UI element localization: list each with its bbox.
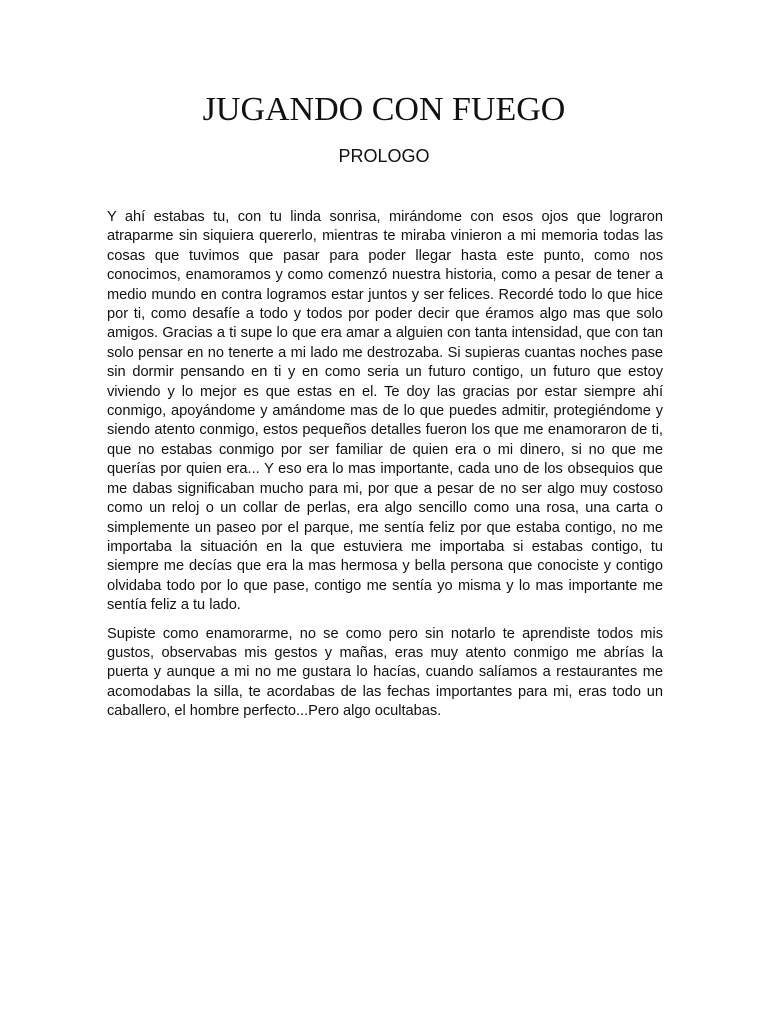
paragraph: Supiste como enamorarme, no se como pero sin notarlo te aprendiste todos mis gustos, observabas mis gestos y mañas, eras muy atento conmigo me abrías la puerta y aunque a mi no me gustara lo hacías, cuando salíamos a restaurantes me acomodabas la silla, te acordabas de las fechas importantes para mi, eras todo un caballero, el hombre perfecto...Pero algo ocultabas. [107, 625, 663, 720]
document-title: JUGANDO CON FUEGO [202, 91, 566, 128]
document-subtitle: PROLOGO [338, 146, 430, 166]
document-body [107, 208, 663, 731]
paragraph: Y ahí estabas tu, con tu linda sonrisa, mirándome con esos ojos que lograron atraparme sin siquiera quererlo, mientras te miraba vinieron a mi memoria todas las cosas que tuvimos que pasar para poder llegar hasta este punto, como nos conocimos, enamoramos y como comenzó nuestra historia, como a pesar de tener a medio mundo en contra logramos estar juntos y ser felices. Recordé todo lo que hice por ti, como desafíe a todo y todos por poder decir que éramos algo mas que solo amigos. Gracias a ti supe lo que era amar a alguien con tanta intensidad, que con tan solo pensar en no tenerte a mi lado me destrozaba. Si supieras cuantas noches pase sin dormir pensando en ti y en como seria un futuro contigo, un futuro que estoy viviendo y lo mejor es que estas en el. Te doy las gracias por estar siempre ahí conmigo, apoyándome y amándome mas de lo que puedes admitir, protegiéndome y siendo atento conmigo, estos pequeños detalles fueron los que me enamoraron de ti, que no estabas conmigo por ser familiar de quien era o mi dinero, si no que me querías por quien era... Y eso era lo mas importante, cada uno de los obsequios que me dabas significaban mucho para mi, por que a pesar de no ser algo muy costoso como un reloj o un collar de perlas, era algo sencillo como una rosa, una carta o simplemente un paseo por el parque, me sentía feliz por que estaba contigo, no me importaba la situación en la que estuviera me importaba si estabas contigo, tu siempre me decías que era la mas hermosa y bella persona que conociste y contigo olvidaba todo por lo que pase, contigo me sentía yo misma y lo mas importante me sentía feliz a tu lado. [107, 209, 663, 614]
